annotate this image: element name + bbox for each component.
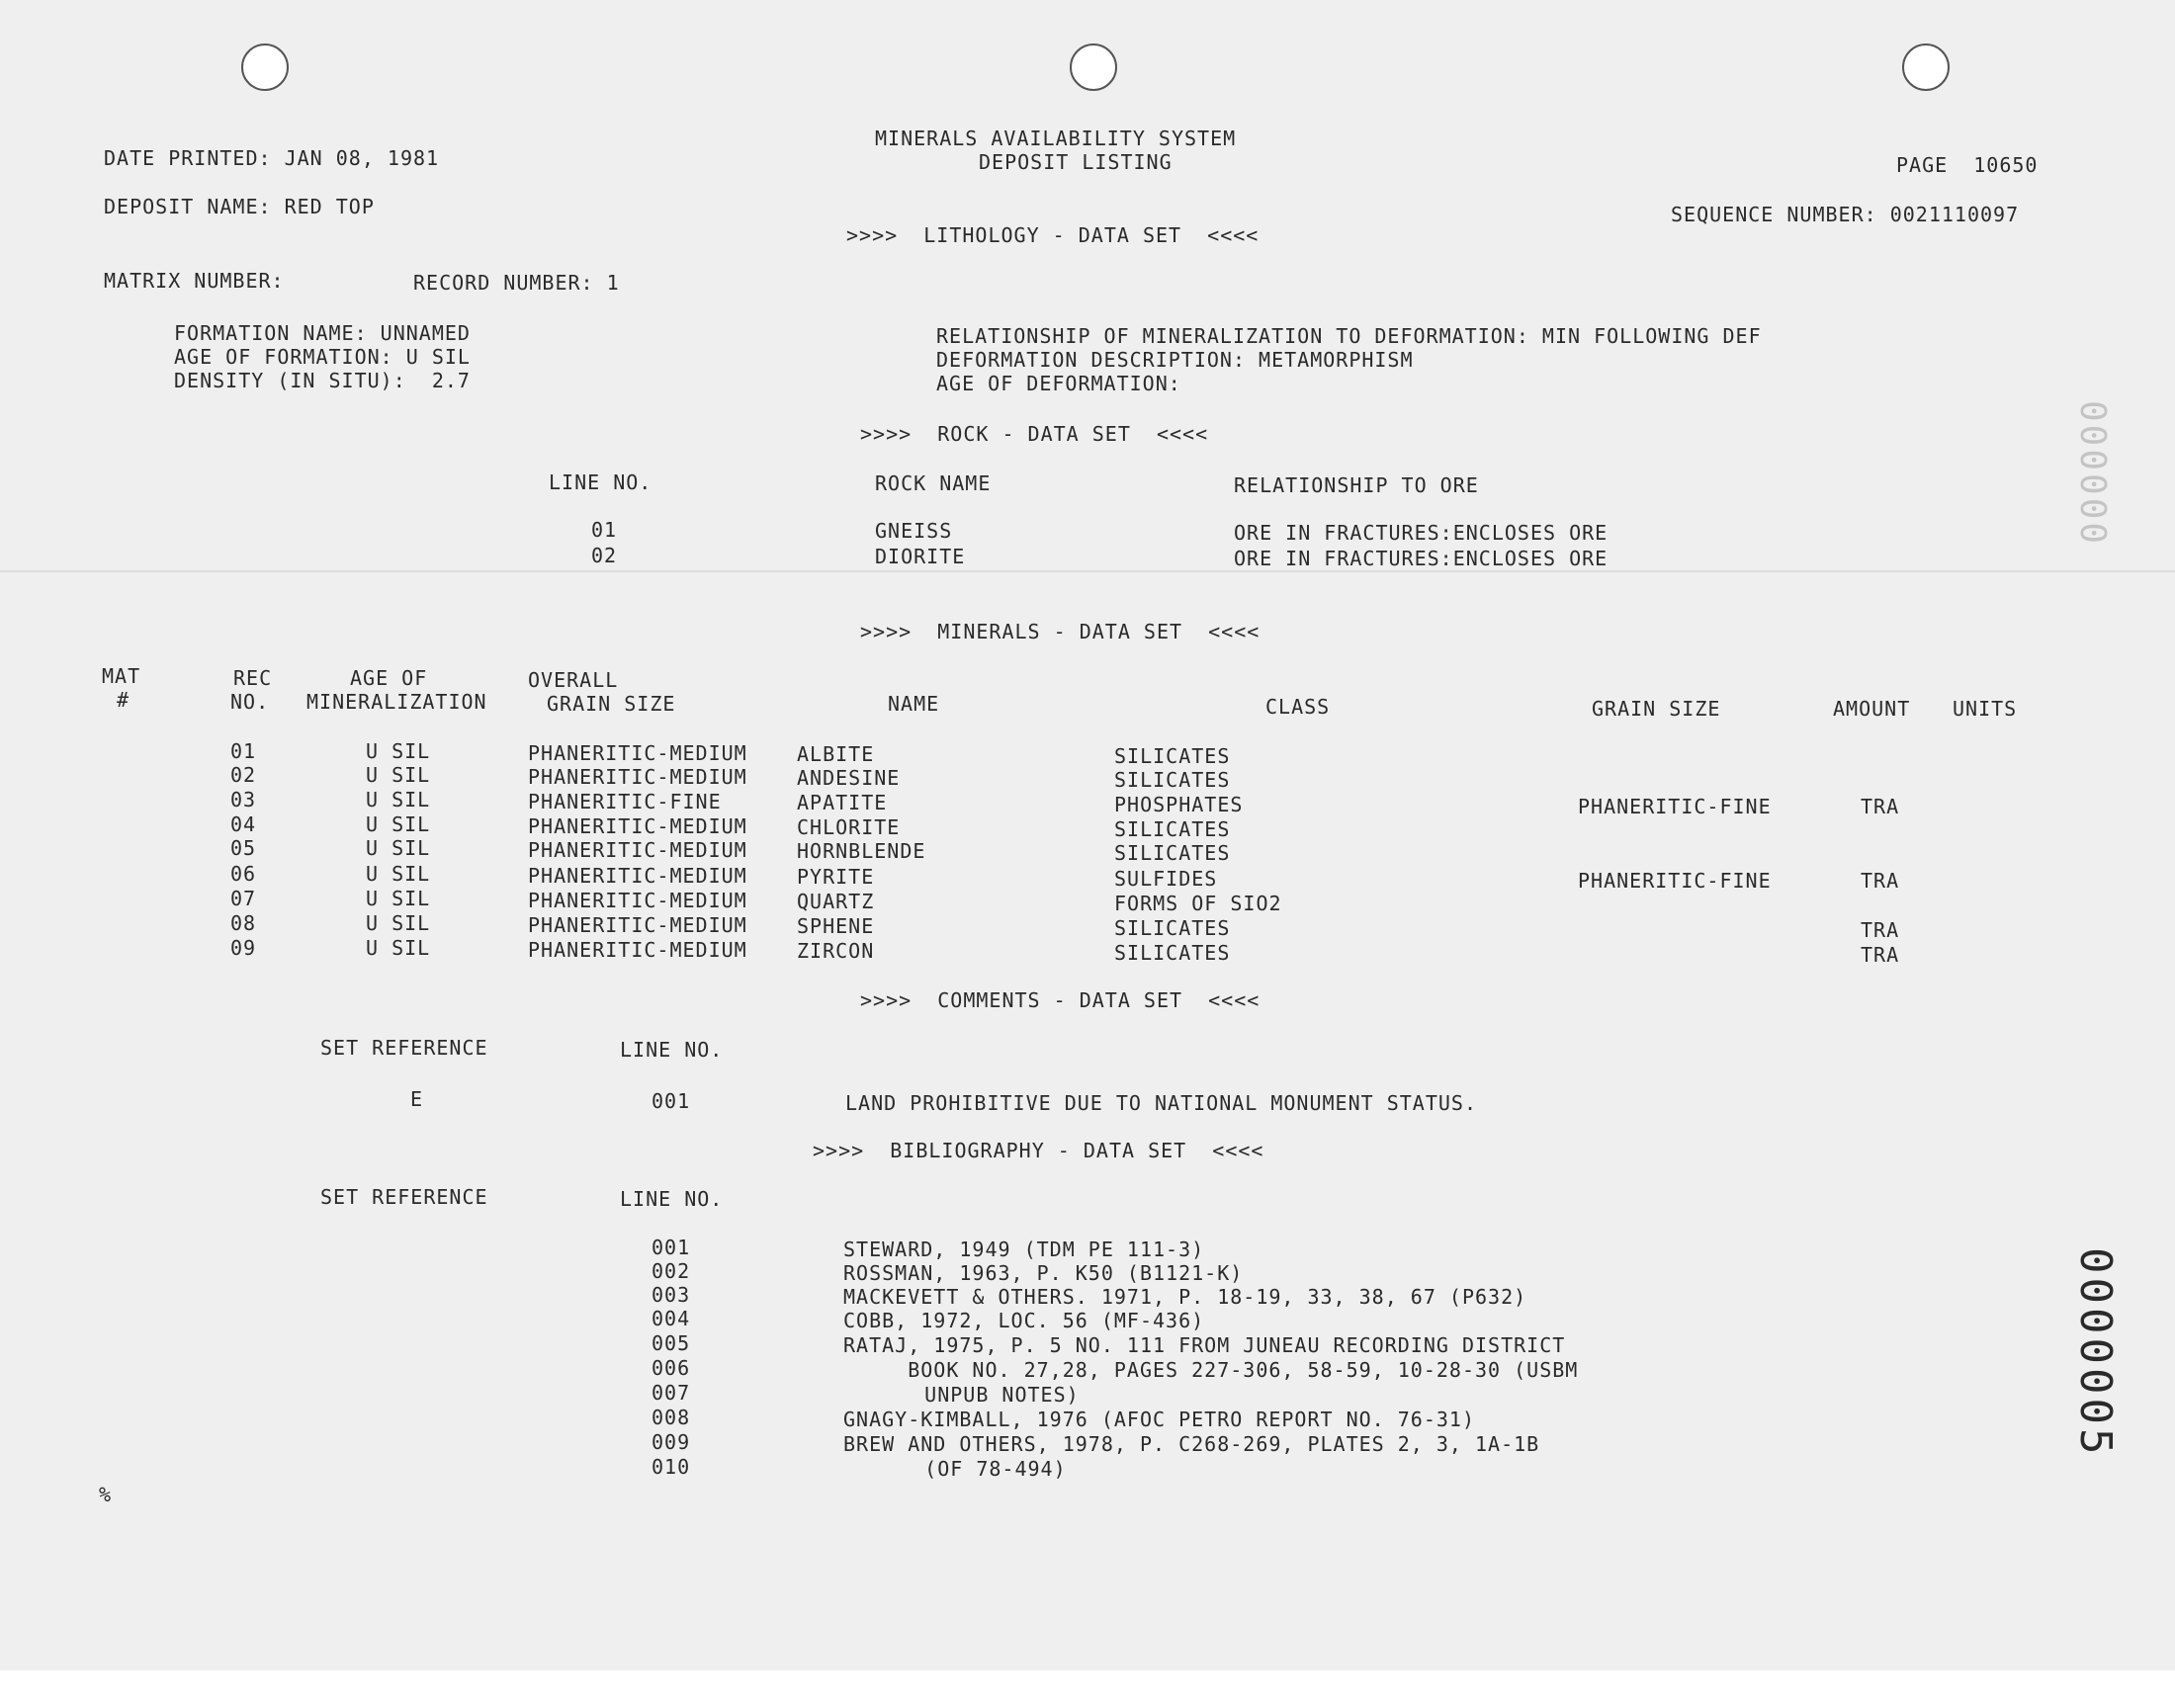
rock-header-name: ROCK NAME — [875, 471, 992, 495]
mineral-age: U SIL — [366, 911, 431, 935]
bibliography-header-set-reference: SET REFERENCE — [320, 1185, 488, 1209]
system-title: MINERALS AVAILABILITY SYSTEM — [875, 127, 1237, 150]
minerals-header-overall: OVERALL — [528, 668, 619, 692]
mineral-class: SULFIDES — [1114, 867, 1218, 891]
rock-line-no: 01 — [591, 518, 618, 542]
rock-relationship: ORE IN FRACTURES:ENCLOSES ORE — [1234, 547, 1609, 570]
bibliography-entry: STEWARD, 1949 (TDM PE 111-3) — [843, 1238, 1205, 1261]
mineral-rec-no: 07 — [230, 887, 257, 910]
rock-line-no: 02 — [591, 544, 618, 567]
mineral-overall-grain: PHANERITIC-FINE — [528, 790, 722, 813]
mineral-overall-grain: PHANERITIC-MEDIUM — [528, 814, 747, 838]
rock-name: DIORITE — [875, 545, 966, 568]
mineral-age: U SIL — [366, 763, 431, 787]
mineral-name: ZIRCON — [797, 939, 875, 963]
record-number: RECORD NUMBER: 1 — [413, 271, 620, 295]
mineral-age: U SIL — [366, 788, 431, 811]
bibliography-header-line-no: LINE NO. — [620, 1187, 724, 1211]
bibliography-line-no: 008 — [652, 1406, 691, 1429]
bibliography-entry: (OF 78-494) — [873, 1457, 1067, 1481]
matrix-number: MATRIX NUMBER: — [104, 269, 285, 293]
listing-title: DEPOSIT LISTING — [979, 150, 1173, 174]
mineral-amount: TRA — [1861, 943, 1900, 967]
mineral-overall-grain: PHANERITIC-MEDIUM — [528, 889, 747, 912]
bibliography-entry: ROSSMAN, 1963, P. K50 (B1121-K) — [843, 1261, 1244, 1285]
page-fold-line — [0, 570, 2175, 572]
mineral-name: QUARTZ — [797, 890, 875, 913]
deposit-name: DEPOSIT NAME: RED TOP — [104, 195, 375, 218]
mineral-name: CHLORITE — [797, 815, 901, 839]
bibliography-entry: GNAGY-KIMBALL, 1976 (AFOC PETRO REPORT NO. 76-31) — [843, 1408, 1476, 1431]
mineral-overall-grain: PHANERITIC-MEDIUM — [528, 838, 747, 862]
date-printed: DATE PRINTED: JAN 08, 1981 — [104, 146, 440, 170]
mineral-class: SILICATES — [1114, 841, 1231, 865]
minerals-header-mineralization: MINERALIZATION — [306, 690, 487, 714]
mineral-age: U SIL — [366, 836, 431, 860]
comments-section-title: >>>> COMMENTS - DATA SET <<<< — [860, 988, 1261, 1012]
bibliography-line-no: 006 — [652, 1356, 691, 1380]
rock-relationship: ORE IN FRACTURES:ENCLOSES ORE — [1234, 521, 1609, 545]
mineral-rec-no: 04 — [230, 812, 257, 836]
mineral-amount: TRA — [1861, 918, 1900, 942]
minerals-header-units: UNITS — [1953, 697, 2018, 721]
formation-name: FORMATION NAME: UNNAMED — [174, 321, 471, 345]
minerals-header-grain-size: GRAIN SIZE — [547, 692, 676, 716]
mineral-rec-no: 09 — [230, 936, 257, 960]
mineralization-relationship: RELATIONSHIP OF MINERALIZATION TO DEFORMATION: MIN FOLLOWING DEF — [936, 324, 1762, 348]
mineral-age: U SIL — [366, 739, 431, 763]
minerals-header-amount: AMOUNT — [1833, 697, 1911, 721]
mineral-overall-grain: PHANERITIC-MEDIUM — [528, 938, 747, 962]
bibliography-line-no: 009 — [652, 1430, 691, 1454]
punch-hole-icon — [1070, 43, 1117, 91]
minerals-header-class: CLASS — [1265, 695, 1331, 719]
mineral-class: SILICATES — [1114, 744, 1231, 768]
minerals-header-rec: REC — [233, 666, 273, 690]
minerals-header-rec-no: NO. — [230, 690, 270, 714]
bibliography-line-no: 007 — [652, 1381, 691, 1405]
age-of-formation: AGE OF FORMATION: U SIL — [174, 345, 471, 369]
bibliography-entry: RATAJ, 1975, P. 5 NO. 111 FROM JUNEAU RECORDING DISTRICT — [843, 1333, 1566, 1357]
lithology-section-title: >>>> LITHOLOGY - DATA SET <<<< — [846, 223, 1260, 247]
bibliography-line-no: 004 — [652, 1307, 691, 1330]
mineral-rec-no: 01 — [230, 739, 257, 763]
bibliography-entry: UNPUB NOTES) — [873, 1383, 1080, 1407]
bibliography-entry: MACKEVETT & OTHERS. 1971, P. 18-19, 33, 38, 67 (P632) — [843, 1285, 1527, 1309]
minerals-header-mat: MAT — [102, 664, 141, 688]
bibliography-entry: BOOK NO. 27,28, PAGES 227-306, 58-59, 10-28-30 (USBM — [843, 1358, 1579, 1382]
mineral-class: FORMS OF SIO2 — [1114, 892, 1282, 915]
bibliography-line-no: 005 — [652, 1331, 691, 1355]
minerals-header-grain-size-2: GRAIN SIZE — [1592, 697, 1721, 721]
minerals-header-name: NAME — [888, 692, 940, 716]
mineral-class: PHOSPHATES — [1114, 793, 1244, 816]
mineral-class: SILICATES — [1114, 941, 1231, 965]
punch-hole-icon — [241, 43, 289, 91]
age-of-deformation: AGE OF DEFORMATION: — [936, 372, 1181, 395]
comment-text: LAND PROHIBITIVE DUE TO NATIONAL MONUMENT STATUS. — [845, 1091, 1478, 1115]
rock-name: GNEISS — [875, 519, 953, 543]
rock-header-line-no: LINE NO. — [549, 470, 652, 494]
bibliography-line-no: 001 — [652, 1236, 691, 1259]
minerals-header-age: AGE OF — [350, 666, 428, 690]
mineral-class: SILICATES — [1114, 916, 1231, 940]
mineral-age: U SIL — [366, 812, 431, 836]
bibliography-line-no: 010 — [652, 1455, 691, 1479]
mineral-overall-grain: PHANERITIC-MEDIUM — [528, 913, 747, 937]
comment-line-no: 001 — [652, 1089, 691, 1113]
mineral-overall-grain: PHANERITIC-MEDIUM — [528, 765, 747, 789]
rock-section-title: >>>> ROCK - DATA SET <<<< — [860, 422, 1209, 446]
mineral-name: APATITE — [797, 791, 888, 814]
mineral-class: SILICATES — [1114, 817, 1231, 841]
mineral-rec-no: 06 — [230, 862, 257, 886]
rock-header-relationship: RELATIONSHIP TO ORE — [1234, 473, 1479, 497]
mineral-overall-grain: PHANERITIC-MEDIUM — [528, 864, 747, 888]
mineral-name: HORNBLENDE — [797, 839, 926, 863]
comments-header-line-no: LINE NO. — [620, 1038, 724, 1062]
mineral-rec-no: 05 — [230, 836, 257, 860]
mineral-amount: TRA — [1861, 795, 1900, 818]
mineral-name: ANDESINE — [797, 766, 901, 790]
bibliography-line-no: 003 — [652, 1283, 691, 1307]
deformation-description: DEFORMATION DESCRIPTION: METAMORPHISM — [936, 348, 1414, 372]
mineral-rec-no: 02 — [230, 763, 257, 787]
mineral-age: U SIL — [366, 887, 431, 910]
mineral-amount: TRA — [1861, 869, 1900, 893]
mineral-rec-no: 03 — [230, 788, 257, 811]
minerals-section-title: >>>> MINERALS - DATA SET <<<< — [860, 620, 1261, 643]
mineral-overall-grain: PHANERITIC-MEDIUM — [528, 741, 747, 765]
comment-set-reference: E — [410, 1087, 424, 1111]
mineral-age: U SIL — [366, 862, 431, 886]
mineral-grain-size: PHANERITIC-FINE — [1578, 795, 1772, 818]
mineral-age: U SIL — [366, 936, 431, 960]
mineral-name: PYRITE — [797, 865, 875, 889]
bibliography-section-title: >>>> BIBLIOGRAPHY - DATA SET <<<< — [813, 1139, 1264, 1162]
side-stamp-lower: 0000005 — [2070, 1247, 2121, 1459]
footer-percent: % — [99, 1483, 113, 1506]
punch-hole-icon — [1902, 43, 1950, 91]
mineral-rec-no: 08 — [230, 911, 257, 935]
side-stamp-upper: 000000 — [2072, 400, 2113, 548]
bibliography-entry: COBB, 1972, LOC. 56 (MF-436) — [843, 1309, 1205, 1332]
density: DENSITY (IN SITU): 2.7 — [174, 369, 471, 392]
mineral-grain-size: PHANERITIC-FINE — [1578, 869, 1772, 893]
mineral-name: ALBITE — [797, 742, 875, 766]
comments-header-set-reference: SET REFERENCE — [320, 1036, 488, 1060]
mineral-name: SPHENE — [797, 914, 875, 938]
bibliography-entry: BREW AND OTHERS, 1978, P. C268-269, PLATES 2, 3, 1A-1B — [843, 1432, 1540, 1456]
sequence-number: SEQUENCE NUMBER: 0021110097 — [1671, 203, 2020, 226]
mineral-class: SILICATES — [1114, 768, 1231, 792]
page-number: PAGE 10650 — [1896, 153, 2039, 177]
minerals-header-mat-hash: # — [117, 688, 130, 712]
bibliography-line-no: 002 — [652, 1259, 691, 1283]
